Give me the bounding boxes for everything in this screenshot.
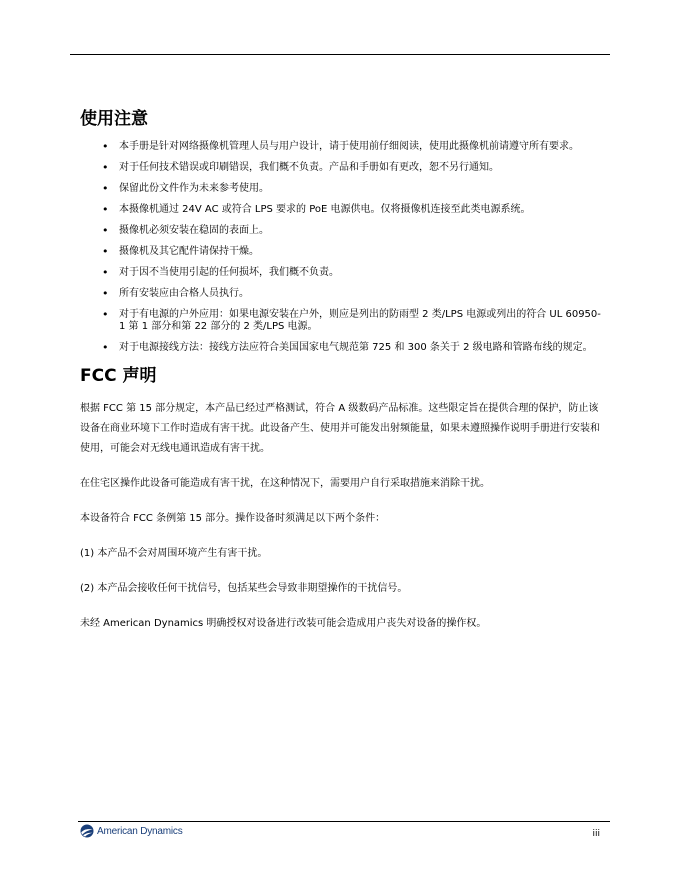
fcc-paragraph: 本设备符合 FCC 条例第 15 部分。操作设备时须满足以下两个条件：: [80, 513, 386, 524]
list-item: • 摄像机及其它配件请保持干燥。: [80, 246, 605, 258]
brand-name: American Dynamics: [97, 825, 183, 837]
page-number: iii: [592, 829, 600, 839]
fcc-paragraph: 根据 FCC 第 15 部分规定，本产品已经过严格测试，符合 A 级数码产品标准。这些限定旨在提供合理的保护，防止该设备在商业环境下工作时造成有害干扰。此设备产生、使用并可能发出射频能量，如果未遵照操作说明手册进行安装和使用，可能会对无线电通讯造成有害干扰。: [80, 403, 600, 454]
list-item: • 对于有电源的户外应用：如果电源安装在户外，则应是列出的防雨型 2 类/LPS 电源或列出的符合 UL 60950-1 第 1 部分和第 22 部分的 2 类/LPS 电源。: [80, 309, 605, 333]
list-item: • 对于电源接线方法：接线方法应符合美国国家电气规范第 725 和 300 条关于 2 级电路和管路布线的规定。: [80, 342, 605, 354]
fcc-paragraph: 未经 American Dynamics 明确授权对设备进行改装可能会造成用户丧失对设备的操作权。: [80, 618, 487, 629]
section-title-fcc-statement: FCC 声明: [80, 366, 157, 386]
header-rule: [70, 54, 610, 55]
section-title-usage-notes: 使用注意: [80, 109, 148, 129]
footer-logo: [80, 824, 183, 838]
list-item: • 所有安装应由合格人员执行。: [80, 288, 605, 300]
list-item: • 对于任何技术错误或印刷错误，我们概不负责。产品和手册如有更改，恕不另行通知。: [80, 162, 605, 174]
usage-notes-list: [80, 141, 605, 354]
fcc-paragraph: 在住宅区操作此设备可能造成有害干扰，在这种情况下，需要用户自行采取措施来消除干扰。: [80, 478, 490, 489]
list-item: • 摄像机必须安装在稳固的表面上。: [80, 225, 605, 237]
list-item: • 本摄像机通过 24V AC 或符合 LPS 要求的 PoE 电源供电。仅将摄像机连接至此类电源系统。: [80, 204, 605, 216]
list-item: • 对于因不当使用引起的任何损坏，我们概不负责。: [80, 267, 605, 279]
page-content: [80, 106, 605, 649]
list-item: • 本手册是针对网络摄像机管理人员与用户设计，请于使用前仔细阅读，使用此摄像机前请遵守所有要求。: [80, 141, 605, 153]
fcc-paragraph: (2) 本产品会接收任何干扰信号，包括某些会导致非期望操作的干扰信号。: [80, 583, 408, 594]
globe-logo-icon: [80, 824, 94, 838]
list-item: • 保留此份文件作为未来参考使用。: [80, 183, 605, 195]
footer-rule: [78, 821, 610, 822]
fcc-paragraph: (1) 本产品不会对周围环境产生有害干扰。: [80, 548, 268, 559]
